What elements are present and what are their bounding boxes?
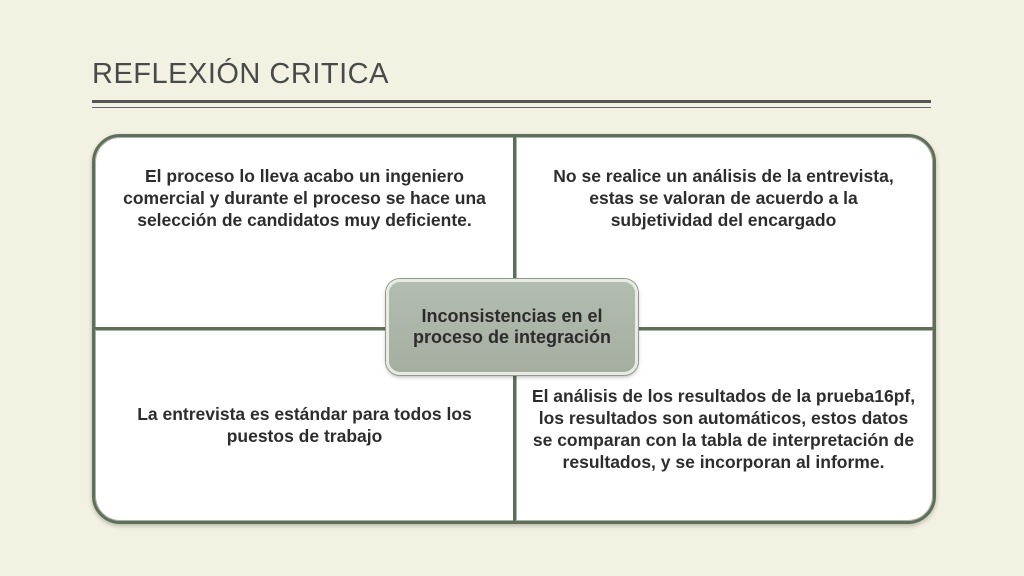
quadrant-top-right-text: No se realice un análisis de la entrevista, estas se valoran de acuerdo a la subjetividad del encargado <box>553 166 894 230</box>
center-topic-text: Inconsistencias en el proceso de integración <box>412 306 612 347</box>
title-underline-thin <box>92 107 931 108</box>
quadrant-top-left-text: El proceso lo lleva acabo un ingeniero comercial y durante el proceso se hace una selección de candidatos muy deficiente. <box>123 166 486 230</box>
quadrant-bottom-left-text: La entrevista es estándar para todos los puestos de trabajo <box>137 404 472 446</box>
center-topic-box <box>386 279 638 375</box>
quadrant-bottom-right-text: El análisis de los resultados de la prueba16pf, los resultados son automáticos, estos datos se comparan con la tabla de interpretación de resultados, y se incorporan al informe. <box>531 386 916 472</box>
title-underline-thick <box>92 100 931 103</box>
slide-title: REFLEXIÓN CRITICA <box>92 58 389 90</box>
